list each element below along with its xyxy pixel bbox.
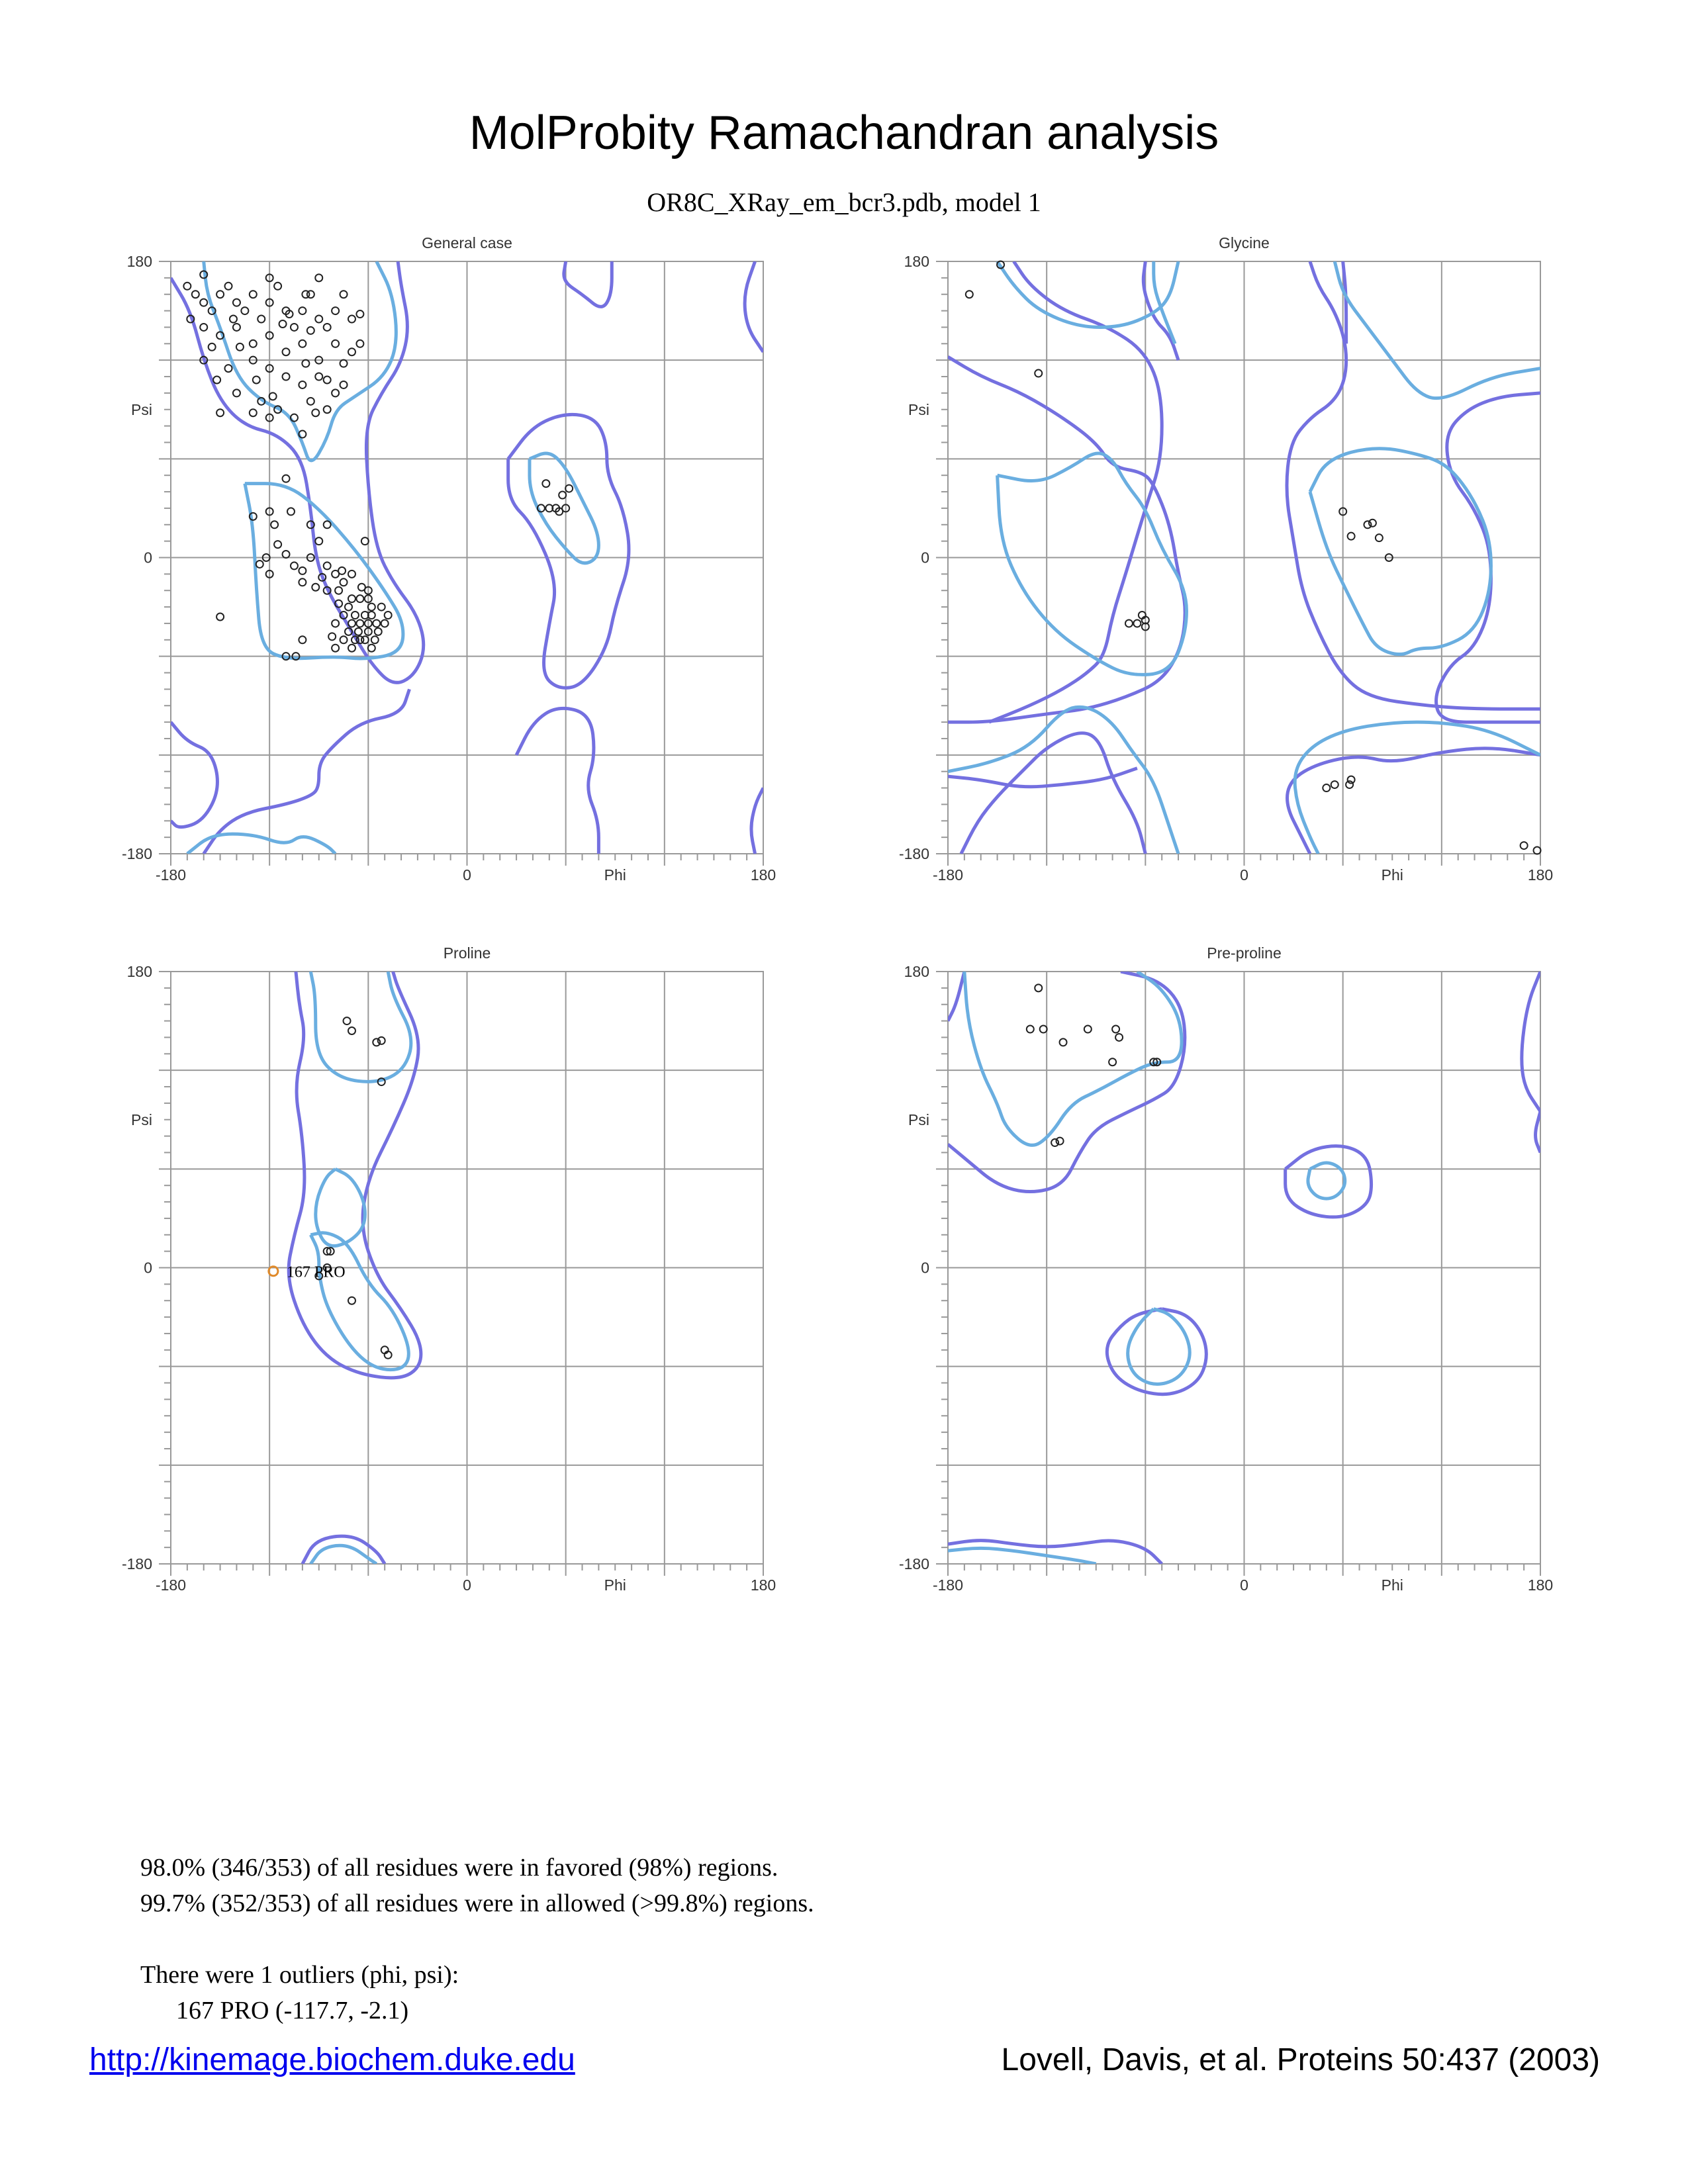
residue-point bbox=[274, 541, 281, 548]
outliers-header: There were 1 outliers (phi, psi): bbox=[140, 1961, 459, 1989]
y-tick-label: 0 bbox=[144, 1259, 152, 1277]
allowed-contour bbox=[1522, 972, 1540, 1111]
ticks bbox=[936, 261, 1540, 866]
residue-point bbox=[299, 307, 306, 314]
residue-point bbox=[338, 567, 346, 574]
residue-point bbox=[216, 291, 224, 298]
residue-point bbox=[299, 578, 306, 586]
plot-proline bbox=[122, 944, 776, 1594]
residue-point bbox=[250, 409, 257, 416]
residue-point bbox=[324, 324, 331, 331]
residue-point bbox=[340, 578, 348, 586]
x-tick-label: -180 bbox=[155, 866, 187, 884]
outlier-label: 167 PRO bbox=[286, 1263, 346, 1281]
y-tick-label: 180 bbox=[904, 963, 929, 980]
residue-point bbox=[356, 595, 363, 602]
residue-point bbox=[356, 310, 363, 318]
favored-summary: 98.0% (346/353) of all residues were in favored (98%) regions. bbox=[140, 1854, 778, 1882]
residue-point bbox=[348, 619, 355, 627]
x-axis-label: Phi bbox=[604, 866, 626, 884]
x-tick-label: -180 bbox=[932, 1576, 964, 1594]
residue-point bbox=[225, 283, 232, 290]
residue-point bbox=[1112, 1026, 1119, 1033]
residue-point bbox=[385, 612, 392, 619]
residue-point bbox=[352, 612, 359, 619]
residue-point bbox=[299, 567, 306, 574]
x-tick-label: 180 bbox=[750, 1576, 776, 1594]
residue-point bbox=[559, 492, 566, 499]
residue-point bbox=[1348, 533, 1355, 540]
residue-point bbox=[1035, 984, 1042, 991]
residue-point bbox=[1109, 1058, 1116, 1066]
residue-point bbox=[299, 340, 306, 347]
residue-point bbox=[253, 377, 260, 384]
residue-point bbox=[1369, 520, 1376, 527]
y-tick-label: -180 bbox=[121, 845, 152, 862]
residue-point bbox=[200, 324, 207, 331]
allowed-contour bbox=[989, 261, 1162, 722]
favored-contour bbox=[1335, 261, 1540, 398]
residue-point bbox=[1346, 781, 1353, 788]
x-tick-label: 0 bbox=[1240, 1576, 1248, 1594]
ticks bbox=[936, 972, 1540, 1576]
residue-point bbox=[312, 584, 319, 591]
residue-point bbox=[236, 343, 244, 351]
favored-contour bbox=[1310, 449, 1491, 655]
favored-contour bbox=[1128, 1309, 1190, 1385]
residue-point bbox=[233, 389, 240, 396]
y-tick-label: 0 bbox=[144, 549, 152, 567]
residue-point bbox=[328, 633, 336, 640]
x-tick-label: 0 bbox=[463, 866, 471, 884]
x-axis-label: Phi bbox=[604, 1576, 626, 1594]
allowed-contour bbox=[171, 722, 217, 827]
residue-point bbox=[192, 291, 199, 298]
favored-contour bbox=[998, 261, 1178, 327]
allowed-contour bbox=[961, 733, 1145, 854]
residue-point bbox=[324, 521, 331, 528]
residue-point bbox=[250, 340, 257, 347]
residue-point bbox=[1376, 534, 1383, 541]
residue-point bbox=[348, 348, 355, 355]
residue-point bbox=[258, 316, 265, 323]
residue-point bbox=[225, 365, 232, 372]
residue-point bbox=[1348, 776, 1355, 784]
residue-points bbox=[183, 271, 573, 660]
residue-point bbox=[291, 324, 298, 331]
allowed-summary: 99.7% (352/353) of all residues were in allowed (>99.8%) regions. bbox=[140, 1889, 814, 1917]
residue-point bbox=[216, 614, 224, 621]
favored-contour bbox=[310, 1545, 376, 1564]
residue-point bbox=[1521, 842, 1528, 849]
page-subtitle: OR8C_XRay_em_bcr3.pdb, model 1 bbox=[647, 187, 1041, 217]
citation: Lovell, Davis, et al. Proteins 50:437 (2003) bbox=[1001, 2042, 1600, 2077]
residue-point bbox=[348, 595, 355, 602]
residue-point bbox=[1115, 1034, 1123, 1041]
allowed-contour bbox=[564, 261, 612, 306]
residue-point bbox=[348, 1027, 355, 1034]
residue-point bbox=[375, 628, 382, 635]
allowed-contour bbox=[1536, 1111, 1540, 1152]
residue-point bbox=[356, 340, 363, 347]
residue-point bbox=[1040, 1026, 1047, 1033]
x-tick-label: 180 bbox=[750, 866, 776, 884]
residue-point bbox=[381, 619, 389, 627]
grid bbox=[171, 972, 763, 1564]
residue-point bbox=[299, 381, 306, 388]
residue-point bbox=[340, 360, 348, 367]
residue-point bbox=[1084, 1026, 1092, 1033]
residue-point bbox=[200, 299, 207, 306]
residue-point bbox=[340, 636, 348, 643]
residue-point bbox=[315, 537, 322, 545]
outlier-item: 167 PRO (-117.7, -2.1) bbox=[176, 1997, 409, 2025]
residue-point bbox=[233, 299, 240, 306]
y-axis-label: Psi bbox=[908, 400, 929, 418]
residue-point bbox=[324, 562, 331, 569]
residue-point bbox=[324, 377, 331, 384]
x-axis-label: Phi bbox=[1381, 1576, 1403, 1594]
y-axis-label: Psi bbox=[908, 1111, 929, 1128]
residue-point bbox=[250, 291, 257, 298]
residue-point bbox=[348, 645, 355, 652]
ticks bbox=[159, 972, 763, 1576]
residue-point bbox=[269, 392, 277, 400]
y-tick-label: -180 bbox=[898, 845, 929, 862]
grid bbox=[171, 261, 763, 854]
residue-point bbox=[287, 508, 295, 515]
residue-point bbox=[299, 636, 306, 643]
residue-point bbox=[335, 587, 342, 594]
allowed-contour bbox=[751, 788, 763, 854]
x-axis-label: Phi bbox=[1381, 866, 1403, 884]
plot-title: Glycine bbox=[1219, 234, 1270, 251]
residue-point bbox=[348, 316, 355, 323]
residue-point bbox=[1331, 781, 1338, 788]
residue-point bbox=[1035, 370, 1042, 377]
residue-point bbox=[332, 619, 339, 627]
y-axis-label: Psi bbox=[131, 1111, 152, 1128]
residue-point bbox=[361, 537, 369, 545]
residue-point bbox=[348, 570, 355, 578]
residue-point bbox=[307, 398, 314, 405]
residue-point bbox=[332, 307, 339, 314]
residue-point bbox=[332, 645, 339, 652]
residue-point bbox=[283, 373, 290, 381]
residue-point bbox=[1125, 619, 1133, 627]
residue-point bbox=[302, 360, 309, 367]
residue-point bbox=[216, 409, 224, 416]
residue-point bbox=[256, 561, 263, 568]
x-tick-label: 0 bbox=[463, 1576, 471, 1594]
favored-contour bbox=[998, 453, 1187, 674]
residue-point bbox=[1133, 619, 1141, 627]
residue-point bbox=[542, 480, 549, 487]
residue-point bbox=[378, 1037, 385, 1044]
residue-point bbox=[183, 283, 191, 290]
y-axis-label: Psi bbox=[131, 400, 152, 418]
allowed-contour bbox=[1286, 1146, 1372, 1217]
y-tick-label: -180 bbox=[898, 1555, 929, 1572]
residue-point bbox=[307, 327, 314, 334]
residue-point bbox=[332, 389, 339, 396]
allowed-contour bbox=[948, 972, 964, 1021]
plot-title: General case bbox=[422, 234, 512, 251]
residue-point bbox=[340, 381, 348, 388]
residue-point bbox=[373, 1038, 380, 1046]
allowed-contour bbox=[516, 708, 598, 854]
residue-point bbox=[966, 291, 973, 298]
residue-point bbox=[1364, 521, 1371, 528]
residue-point bbox=[279, 320, 287, 328]
allowed-contour bbox=[948, 1541, 1162, 1564]
plot-general-case bbox=[122, 234, 776, 884]
residue-point bbox=[315, 373, 322, 381]
y-tick-label: 0 bbox=[921, 1259, 929, 1277]
residue-point bbox=[315, 316, 322, 323]
favored-contour bbox=[948, 1548, 1096, 1564]
grid bbox=[948, 972, 1540, 1564]
plot-glycine bbox=[899, 234, 1553, 884]
y-tick-label: 180 bbox=[126, 253, 152, 270]
residue-point bbox=[315, 274, 322, 281]
residue-point bbox=[373, 619, 380, 627]
allowed-contour bbox=[948, 972, 1185, 1192]
x-tick-label: 180 bbox=[1527, 1576, 1554, 1594]
x-tick-label: 180 bbox=[1527, 866, 1554, 884]
residue-point bbox=[283, 475, 290, 482]
allowed-contour bbox=[1107, 1309, 1206, 1394]
residue-point bbox=[233, 324, 240, 331]
residue-point bbox=[368, 645, 375, 652]
residue-point bbox=[378, 604, 385, 611]
residue-point bbox=[356, 619, 363, 627]
residue-point bbox=[1051, 1139, 1058, 1146]
grid bbox=[948, 261, 1540, 854]
residue-point bbox=[1027, 1026, 1034, 1033]
residue-point bbox=[348, 1297, 355, 1304]
x-tick-label: -180 bbox=[932, 866, 964, 884]
plot-title: Proline bbox=[443, 944, 491, 962]
kinemage-link[interactable]: http://kinemage.biochem.duke.edu bbox=[89, 2042, 575, 2077]
allowed-contour bbox=[1288, 749, 1540, 854]
residue-point bbox=[283, 348, 290, 355]
residue-point bbox=[355, 628, 362, 635]
x-tick-label: 0 bbox=[1240, 866, 1248, 884]
residue-point bbox=[241, 307, 248, 314]
residue-point bbox=[271, 521, 278, 528]
page-title: MolProbity Ramachandran analysis bbox=[469, 107, 1219, 159]
x-tick-label: -180 bbox=[155, 1576, 187, 1594]
favored-contour bbox=[530, 453, 598, 563]
favored-contour bbox=[964, 972, 1182, 1145]
residue-point bbox=[1056, 1138, 1064, 1145]
residue-point bbox=[274, 283, 281, 290]
residue-point bbox=[291, 562, 298, 569]
residue-point bbox=[1060, 1038, 1067, 1046]
residue-point bbox=[324, 406, 331, 413]
favored-contour bbox=[310, 972, 411, 1081]
plot-pre-proline bbox=[899, 944, 1553, 1594]
y-tick-label: 180 bbox=[904, 253, 929, 270]
residue-point bbox=[345, 604, 352, 611]
residue-point bbox=[332, 340, 339, 347]
allowed-contour bbox=[745, 261, 763, 352]
plot-title: Pre-proline bbox=[1207, 944, 1282, 962]
residue-point bbox=[283, 551, 290, 558]
residue-point bbox=[340, 291, 348, 298]
summary-block bbox=[140, 1850, 814, 2028]
residue-point bbox=[302, 291, 309, 298]
y-tick-label: 0 bbox=[921, 549, 929, 567]
y-tick-label: 180 bbox=[126, 963, 152, 980]
allowed-contour bbox=[948, 357, 1185, 722]
y-tick-label: -180 bbox=[121, 1555, 152, 1572]
residue-point bbox=[213, 377, 220, 384]
residue-point bbox=[230, 316, 237, 323]
residue-point bbox=[312, 409, 319, 416]
allowed-contour bbox=[204, 689, 410, 854]
residue-point bbox=[368, 604, 375, 611]
allowed-contour bbox=[1287, 261, 1540, 709]
residue-point bbox=[344, 1017, 351, 1024]
residue-point bbox=[1323, 784, 1330, 792]
residue-point bbox=[209, 343, 216, 351]
residue-point bbox=[1534, 847, 1541, 854]
residue-point bbox=[371, 636, 379, 643]
ticks bbox=[159, 261, 763, 866]
favored-contour bbox=[1295, 722, 1540, 854]
favored-contour bbox=[1308, 1163, 1345, 1199]
residue-point bbox=[565, 485, 573, 492]
